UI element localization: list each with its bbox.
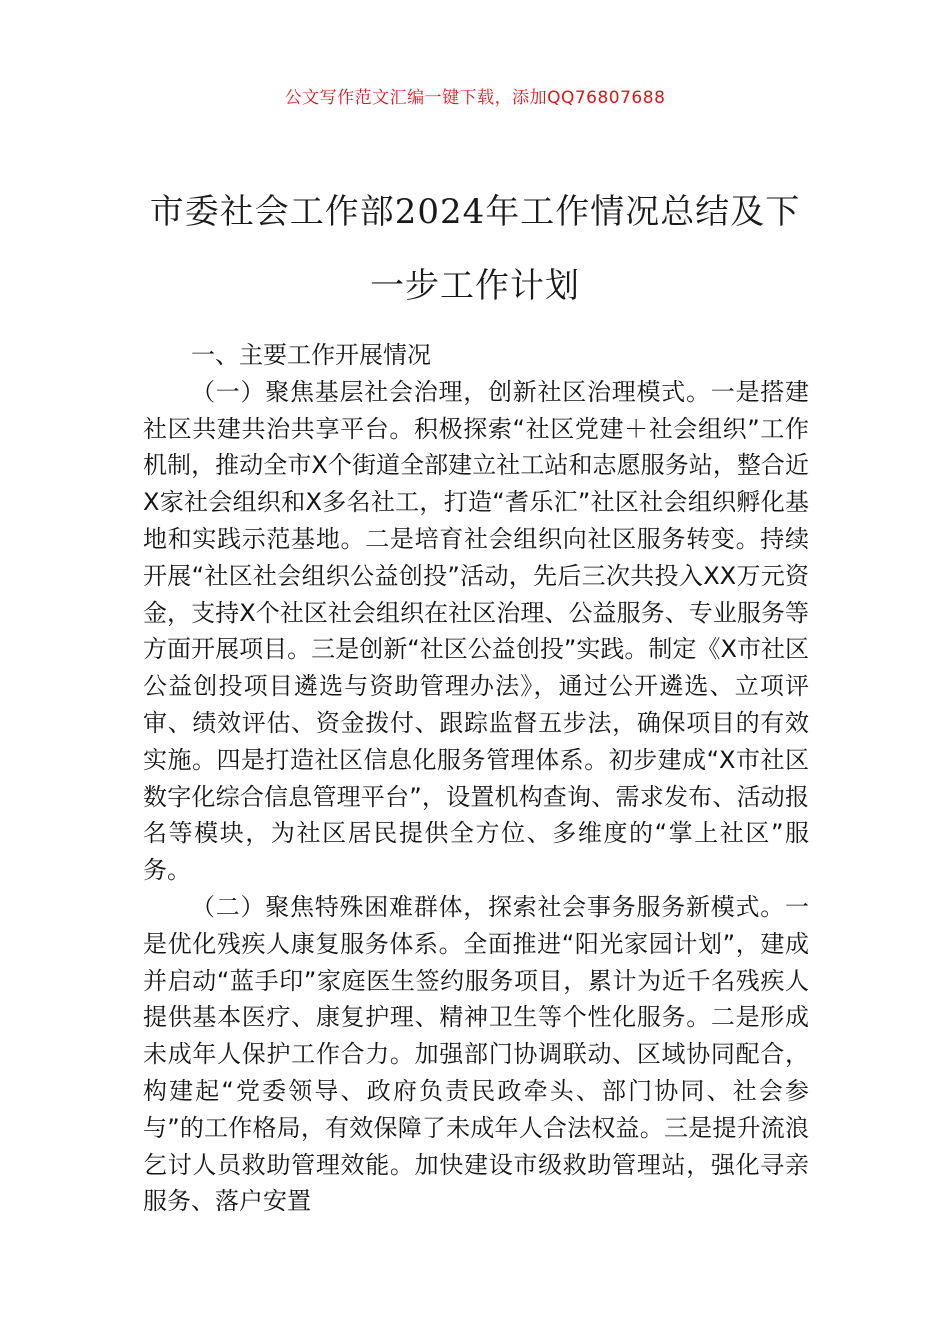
paragraph-2: （二）聚焦特殊困难群体，探索社会事务服务新模式。一是优化残疾人康复服务体系。全面推进“阳光家园计划”，建成并启动“蓝手印”家庭医生签约服务项目，累计为近千名残疾人提供基本医疗、康复护理、精神卫生等个性化服务。二是形成未成年人保护工作合力。加强部门协调联动、区域协同配合，构建起“党委领导、政府负责民政牵头、部门协同、社会参与”的工作格局，有效保障了未成年人合法权益。三是提升流浪乞讨人员救助管理效能。加快建设市级救助管理站，强化寻亲服务、落户安置 [143,892,809,1216]
document-body [143,337,809,1220]
section-heading: 一、主要工作开展情况 [191,341,431,369]
title-line-2: 一步工作计划 [370,266,580,306]
paragraph-1: （一）聚焦基层社会治理，创新社区治理模式。一是搭建社区共建共治共享平台。积极探索“社区党建＋社会组织”工作机制，推动全市X个街道全部建立社工站和志愿服务站，整合近X家社会组织和X多名社工，打造“耆乐汇”社区社会组织孵化基地和实践示范基地。二是培育社会组织向社区服务转变。持续开展“社区社会组织公益创投”活动，先后三次共投入XX万元资金，支持X个社区社会组织在社区治理、公益服务、专业服务等方面开展项目。三是创新“社区公益创投”实践。制定《X市社区公益创投项目遴选与资助管理办法》，通过公开遴选、立项评审、绩效评估、资金拨付、跟踪监督五步法，确保项目的有效实施。四是打造社区信息化服务管理体系。初步建成“X市社区数字化综合信息管理平台”，设置机构查询、需求发布、活动报名等模块，为社区居民提供全方位、多维度的“掌上社区”服务。 [143,377,809,885]
watermark-text: 公文写作范文汇编一键下载，添加QQ76807688 [284,88,666,108]
document-title [100,175,850,323]
title-line-1: 市委社会工作部2024年工作情况总结及下 [149,192,801,232]
